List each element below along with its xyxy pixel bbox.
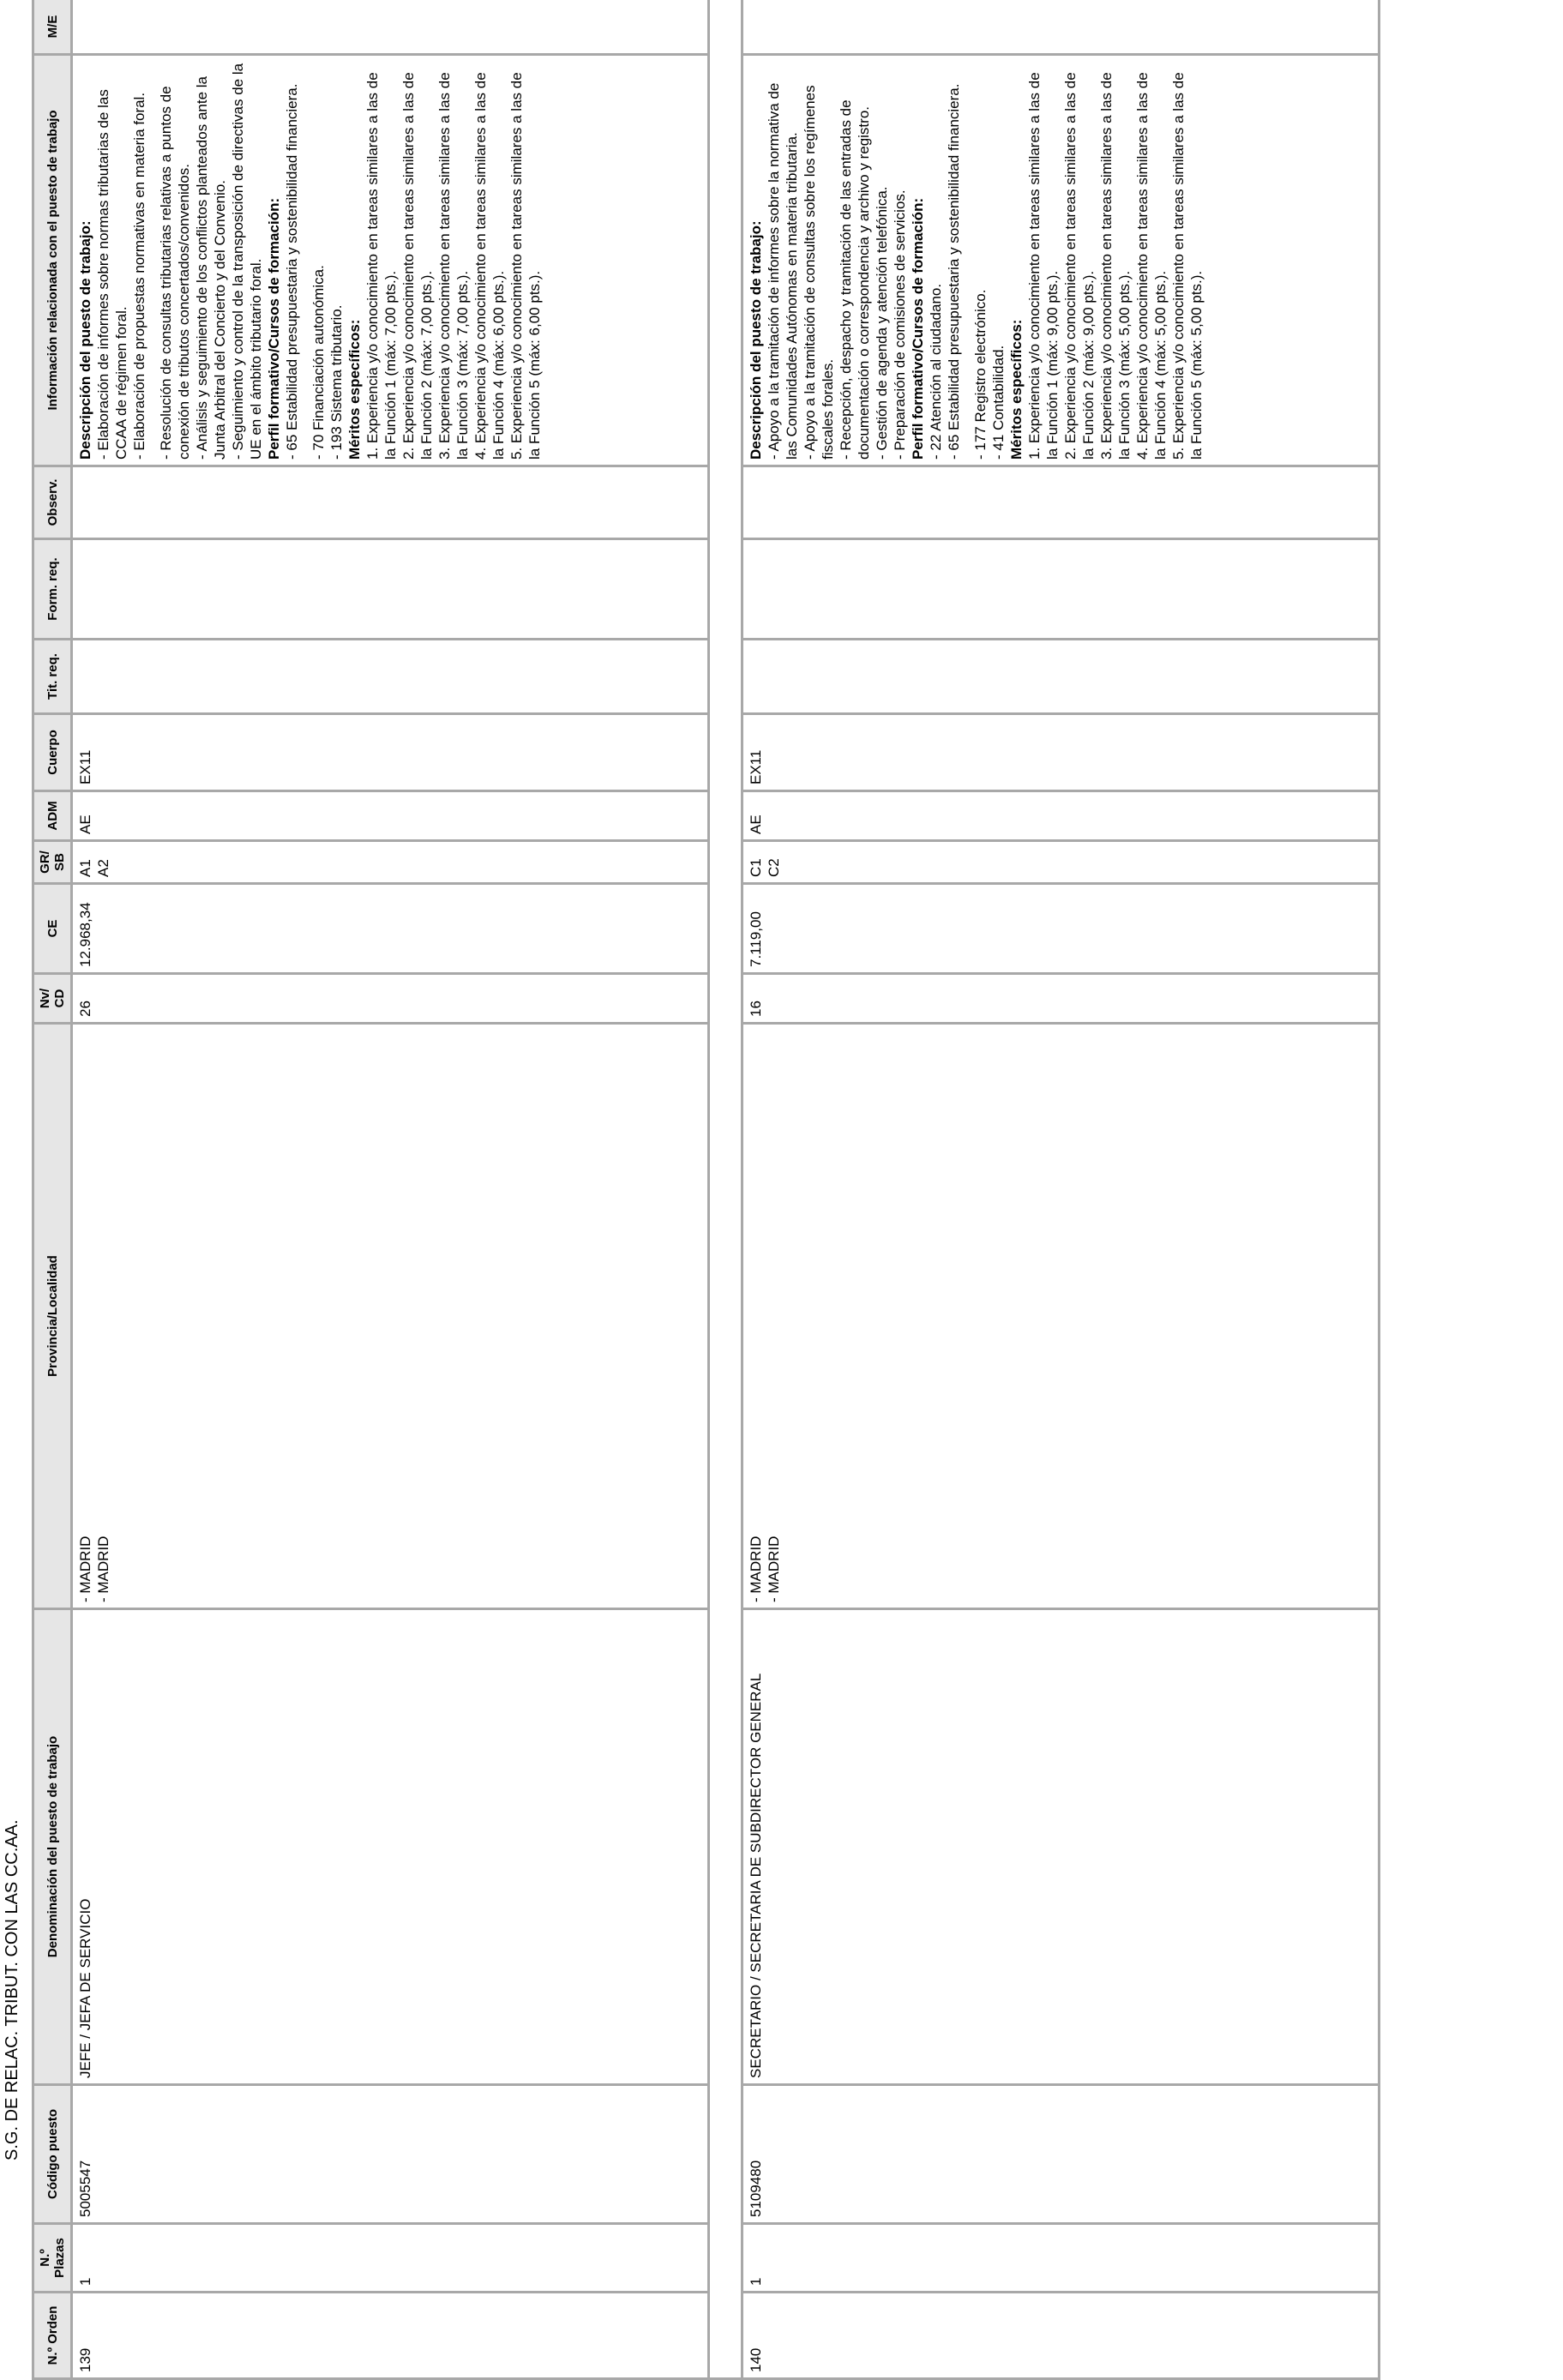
header-info: Información relacionada con el puesto de trabajo <box>33 55 72 466</box>
cell-ce: 7.119,00 <box>742 884 1380 974</box>
cell-cuerpo: EX11 <box>742 714 1380 791</box>
merito-line: 5. Experiencia y/o conocimiento en tareas similares a las de la Función 5 (máx: 6,00 pts.). <box>508 72 543 460</box>
header-tit: Tit. req. <box>33 640 72 714</box>
positions-table <box>32 0 1380 2380</box>
cell-gr: C1 C2 <box>742 841 1380 884</box>
table-row <box>72 0 709 2379</box>
perfil-line: - 193 Sistema tributario. <box>328 304 345 460</box>
cell-me <box>742 0 1380 55</box>
header-plazas: N.º Plazas <box>33 2224 72 2293</box>
cell-denominacion: JEFE / JEFA DE SERVICIO <box>72 1609 709 2085</box>
desc-line: - Gestión de agenda y atención telefónica. <box>874 186 890 460</box>
perfil-line: - 65 Estabilidad presupuestaria y sostenibilidad financiera. <box>946 83 962 460</box>
header-nivel: Nv/ CD <box>33 974 72 1024</box>
merito-line: 1. Experiencia y/o conocimiento en tareas similares a las de la Función 1 (máx: 7,00 pts.). <box>364 72 399 460</box>
header-cuerpo: Cuerpo <box>33 714 72 791</box>
cell-adm: AE <box>72 791 709 841</box>
perfil-line: - 70 Financiación autonómica. <box>310 265 327 460</box>
header-provincia: Provincia/Localidad <box>33 1024 72 1609</box>
desc-line: - Apoyo a la tramitación de consultas sobre los regímenes fiscales forales. <box>802 85 836 460</box>
cell-codigo: 5005547 <box>72 2085 709 2224</box>
header-ce: CE <box>33 884 72 974</box>
cell-orden: 139 <box>72 2293 709 2379</box>
cell-cuerpo: EX11 <box>72 714 709 791</box>
table-row <box>742 0 1380 2379</box>
header-row <box>33 0 72 2379</box>
merito-line: 2. Experiencia y/o conocimiento en tareas similares a las de la Función 2 (máx: 7,00 pts.). <box>400 72 435 460</box>
cell-observ <box>742 466 1380 539</box>
header-me: M/E <box>33 0 72 55</box>
merito-line: 1. Experiencia y/o conocimiento en tareas similares a las de la Función 1 (máx: 9,00 pts.). <box>1026 72 1061 460</box>
cell-denominacion: SECRETARIO / SECRETARIA DE SUBDIRECTOR GENERAL <box>742 1609 1380 2085</box>
perfil-line: - 65 Estabilidad presupuestaria y sostenibilidad financiera. <box>284 83 300 460</box>
header-orden: N.º Orden <box>33 2293 72 2379</box>
rotated-page <box>32 0 1374 2380</box>
desc-heading: Descripción del puesto de trabajo: <box>748 220 764 460</box>
desc-line: - Elaboración de informes sobre normas tributarias de las CCAA de régimen foral. <box>95 89 129 460</box>
desc-line: - Elaboración de propuestas normativas en materia foral. <box>131 92 147 460</box>
desc-line: - Recepción, despacho y tramitación de las entradas de documentación o correspondencia y archivo y registro. <box>838 99 872 460</box>
cell-orden: 140 <box>742 2293 1380 2379</box>
merito-line: 4. Experiencia y/o conocimiento en tareas similares a las de la Función 4 (máx: 6,00 pts.). <box>472 72 507 460</box>
cell-codigo: 5109480 <box>742 2085 1380 2224</box>
cell-tit <box>742 640 1380 714</box>
row-separator <box>709 0 742 2379</box>
section-title: S.G. DE RELAC. TRIBUT. CON LAS CC.AA. <box>3 1819 21 2161</box>
perfil-line: - 22 Atención al ciudadano. <box>928 283 944 460</box>
meritos-heading: Méritos específicos: <box>1008 319 1025 460</box>
header-denominacion: Denominación del puesto de trabajo <box>33 1609 72 2085</box>
cell-tit <box>72 640 709 714</box>
cell-ce: 12.968,34 <box>72 884 709 974</box>
merito-line: 2. Experiencia y/o conocimiento en tareas similares a las de la Función 2 (máx: 9,00 pts.). <box>1062 72 1097 460</box>
perfil-heading: Perfil formativo/Cursos de formación: <box>910 197 926 460</box>
desc-line: - Seguimiento y control de la transposición de directivas de la UE en el ámbito tributario foral. <box>230 63 264 460</box>
cell-info <box>72 55 709 466</box>
cell-provincia: - MADRID - MADRID <box>72 1024 709 1609</box>
merito-line: 5. Experiencia y/o conocimiento en tareas similares a las de la Función 5 (máx: 5,00 pts.). <box>1170 72 1205 460</box>
cell-plazas: 1 <box>742 2224 1380 2293</box>
cell-provincia: - MADRID - MADRID <box>742 1024 1380 1609</box>
cell-observ <box>72 466 709 539</box>
cell-adm: AE <box>742 791 1380 841</box>
cell-nivel: 26 <box>72 974 709 1024</box>
merito-line: 3. Experiencia y/o conocimiento en tareas similares a las de la Función 3 (máx: 7,00 pts.). <box>436 72 471 460</box>
cell-plazas: 1 <box>72 2224 709 2293</box>
cell-info <box>742 55 1380 466</box>
perfil-line: - 41 Contabilidad. <box>990 345 1007 460</box>
meritos-heading: Méritos específicos: <box>346 319 363 460</box>
perfil-heading: Perfil formativo/Cursos de formación: <box>266 197 282 460</box>
desc-line: - Resolución de consultas tributarias relativas a puntos de conexión de tributos concertados/convenidos. <box>158 86 192 460</box>
header-codigo: Código puesto <box>33 2085 72 2224</box>
cell-me <box>72 0 709 55</box>
cell-form <box>72 539 709 640</box>
cell-form <box>742 539 1380 640</box>
desc-heading: Descripción del puesto de trabajo: <box>77 220 93 460</box>
desc-line: - Apoyo a la tramitación de informes sobre la normativa de las Comunidades Autónomas en materia tributaria. <box>766 82 800 460</box>
desc-line: - Análisis y seguimiento de los conflictos planteados ante la Junta Arbitral del Concierto y del Convenio. <box>194 76 228 460</box>
separator-cell <box>709 0 742 2379</box>
cell-nivel: 16 <box>742 974 1380 1024</box>
merito-line: 4. Experiencia y/o conocimiento en tareas similares a las de la Función 4 (máx: 5,00 pts.). <box>1134 72 1169 460</box>
desc-line: - Preparación de comisiones de servicios. <box>892 189 908 460</box>
header-form: Form. req. <box>33 539 72 640</box>
cell-gr: A1 A2 <box>72 841 709 884</box>
header-observ: Observ. <box>33 466 72 539</box>
header-gr: GR/ SB <box>33 841 72 884</box>
header-adm: ADM <box>33 791 72 841</box>
merito-line: 3. Experiencia y/o conocimiento en tareas similares a las de la Función 3 (máx: 5,00 pts.). <box>1098 72 1133 460</box>
perfil-line: - 177 Registro electrónico. <box>972 289 989 460</box>
